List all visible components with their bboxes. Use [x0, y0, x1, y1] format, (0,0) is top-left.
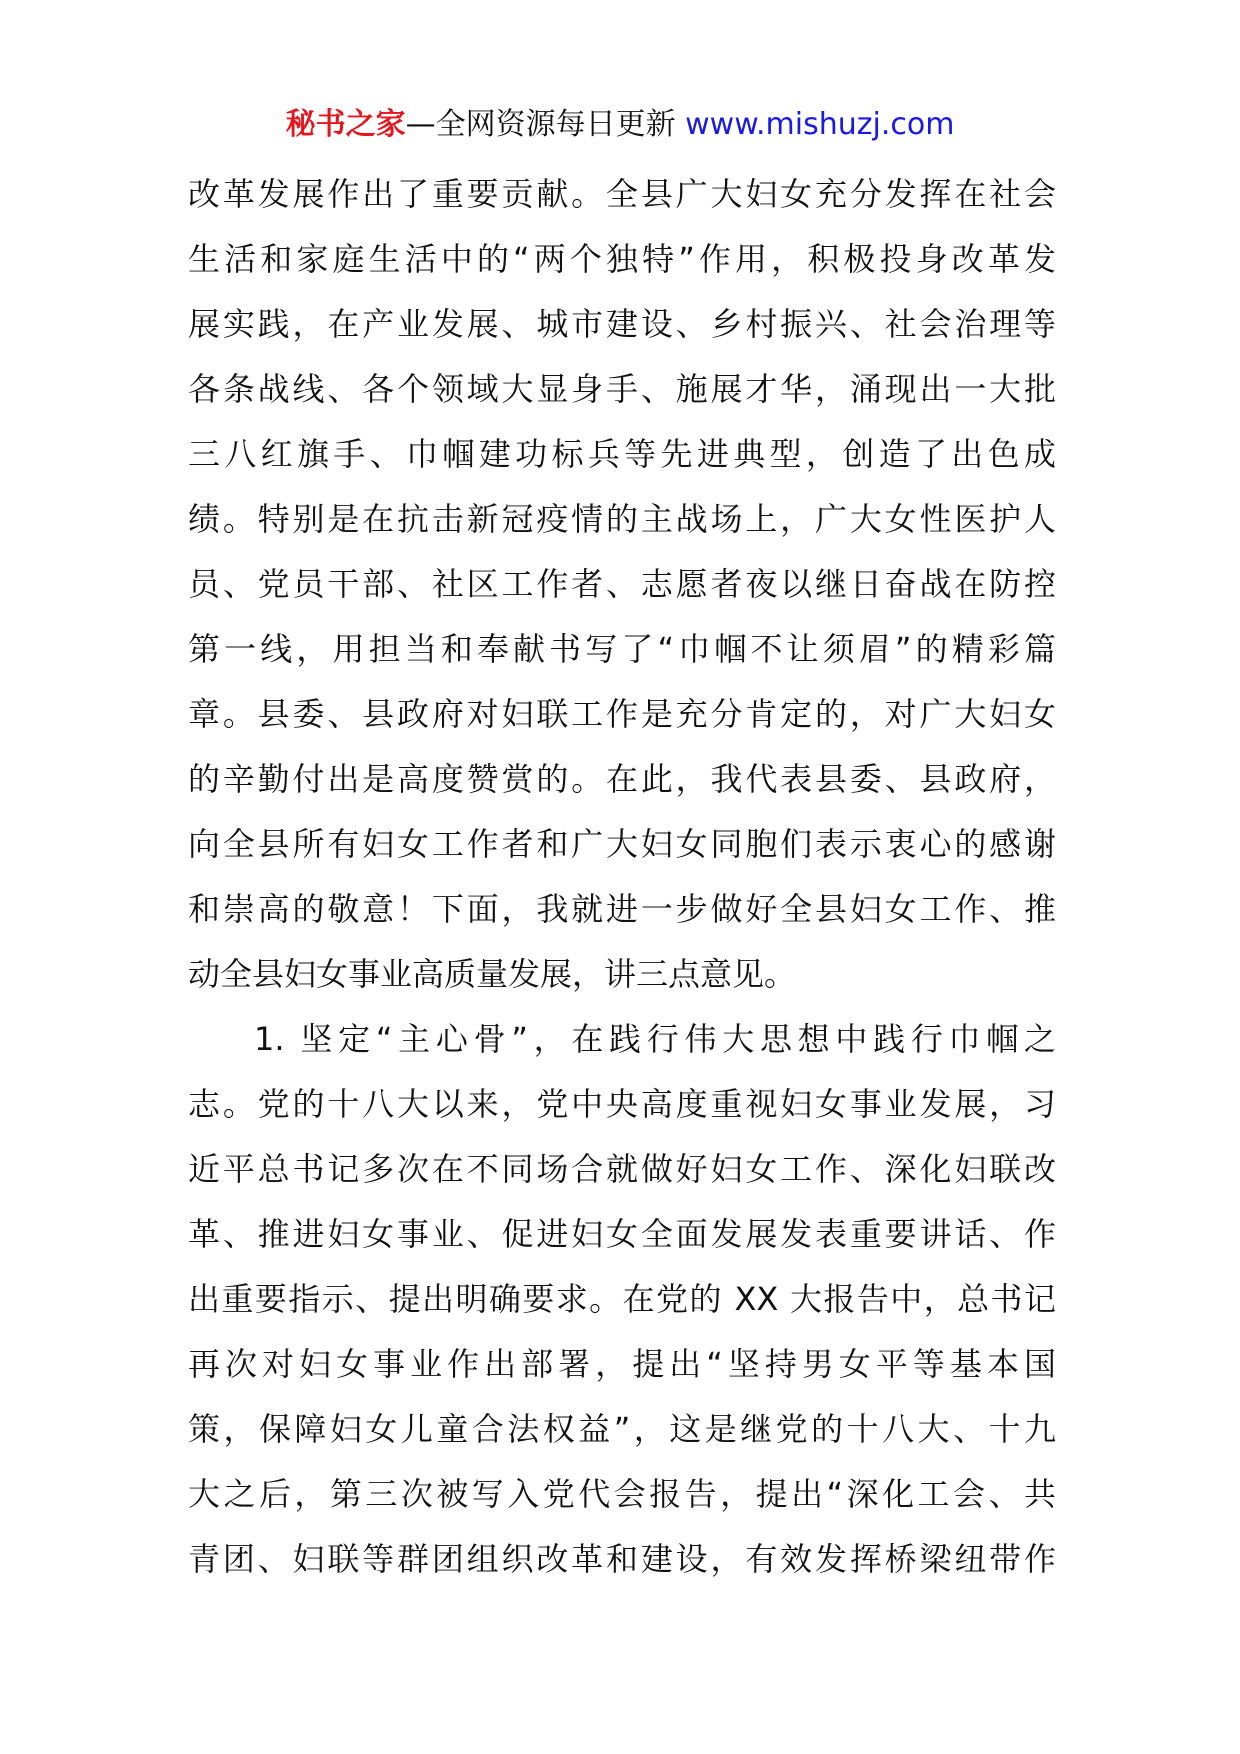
text-line: 大之后，第三次被写入党代会报告，提出“深化工会、共 — [188, 1475, 1056, 1513]
document-body — [188, 162, 1056, 1592]
text-line: 动全县妇女事业高质量发展，讲三点意见。 — [188, 955, 797, 993]
text-line: 和崇高的敬意！下面，我就进一步做好全县妇女工作、推 — [188, 890, 1056, 928]
text-line: 的辛勤付出是高度赞赏的。在此，我代表县委、县政府， — [188, 760, 1056, 798]
site-tagline: —全网资源每日更新 — [405, 107, 686, 142]
text-line: 章。县委、县政府对妇联工作是充分肯定的，对广大妇女 — [188, 695, 1056, 733]
text-line: 青团、妇联等群团组织改革和建设，有效发挥桥梁纽带作 — [188, 1540, 1056, 1578]
text-line: 三八红旗手、巾帼建功标兵等先进典型，创造了出色成 — [188, 435, 1056, 473]
text-line: 各条战线、各个领域大显身手、施展才华，涌现出一大批 — [188, 370, 1056, 408]
site-header — [0, 100, 1240, 150]
site-brand: 秘书之家 — [285, 107, 406, 142]
text-line: 绩。特别是在抗击新冠疫情的主战场上，广大女性医护人 — [188, 500, 1056, 538]
text-line: 志。党的十八大以来，党中央高度重视妇女事业发展，习 — [188, 1085, 1056, 1123]
text-line: 第一线，用担当和奉献书写了“巾帼不让须眉”的精彩篇 — [188, 630, 1056, 668]
text-line: 出重要指示、提出明确要求。在党的 XX 大报告中，总书记 — [188, 1280, 1056, 1318]
text-line: 近平总书记多次在不同场合就做好妇女工作、深化妇联改 — [188, 1150, 1056, 1188]
text-line: 改革发展作出了重要贡献。全县广大妇女充分发挥在社会 — [188, 175, 1056, 213]
section-heading-line: 1. 坚定“主心骨”，在践行伟大思想中践行巾帼之 — [254, 1020, 1056, 1058]
text-line: 员、党员干部、社区工作者、志愿者夜以继日奋战在防控 — [188, 565, 1056, 603]
text-line: 展实践，在产业发展、城市建设、乡村振兴、社会治理等 — [188, 305, 1056, 343]
text-line: 策，保障妇女儿童合法权益”，这是继党的十八大、十九 — [188, 1410, 1056, 1448]
text-line: 生活和家庭生活中的“两个独特”作用，积极投身改革发 — [188, 240, 1056, 278]
text-line: 再次对妇女事业作出部署，提出“坚持男女平等基本国 — [188, 1345, 1056, 1383]
text-line: 革、推进妇女事业、促进妇女全面发展发表重要讲话、作 — [188, 1215, 1056, 1253]
site-url-link[interactable]: www.mishuzj.com — [685, 107, 955, 142]
text-line: 向全县所有妇女工作者和广大妇女同胞们表示衷心的感谢 — [188, 825, 1056, 863]
